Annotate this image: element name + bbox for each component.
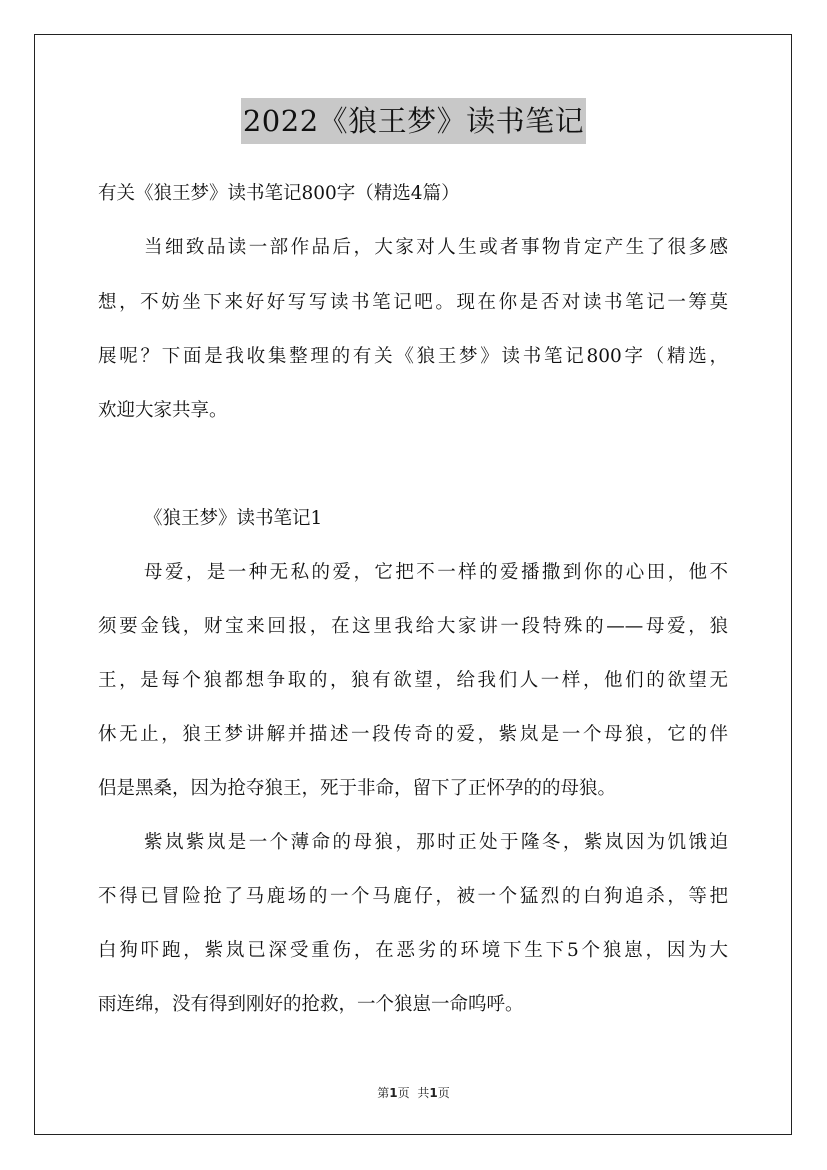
title-container xyxy=(0,98,827,144)
document-title: 2022《狼王梦》读书笔记 xyxy=(241,98,586,144)
paragraph2-line-1: 紫岚紫岚是一个薄命的母狼，那时正处于隆冬，紫岚因为饥饿迫 xyxy=(144,832,728,853)
footer-total-prefix: 共 xyxy=(417,1086,430,1100)
document-subtitle: 有关《狼王梦》读书笔记800字（精选4篇） xyxy=(98,183,460,204)
intro-line-1: 当细致品读一部作品后，大家对人生或者事物肯定产生了很多感 xyxy=(144,237,728,258)
footer-page-number: 1 xyxy=(389,1086,398,1100)
paragraph2-line-4: 雨连绵，没有得到刚好的抢救，一个狼崽一命呜呼。 xyxy=(98,994,524,1015)
intro-line-4: 欢迎大家共享。 xyxy=(98,400,228,421)
paragraph1-line-3: 王，是每个狼都想争取的，狼有欲望，给我们人一样，他们的欲望无 xyxy=(98,670,728,691)
footer-page-prefix: 第 xyxy=(377,1086,390,1100)
paragraph2-line-2: 不得已冒险抢了马鹿场的一个马鹿仔，被一个猛烈的白狗追杀，等把 xyxy=(98,886,728,907)
intro-line-3: 展呢？下面是我收集整理的有关《狼王梦》读书笔记800字（精选， xyxy=(98,346,728,367)
paragraph1-line-1: 母爱，是一种无私的爱，它把不一样的爱播撒到你的心田，他不 xyxy=(144,562,728,583)
paragraph1-line-5: 侣是黑桑，因为抢夺狼王，死于非命，留下了正怀孕的的母狼。 xyxy=(98,778,617,799)
page-footer xyxy=(0,1085,827,1101)
footer-total-suffix: 页 xyxy=(437,1086,450,1100)
paragraph1-line-2: 须要金钱，财宝来回报，在这里我给大家讲一段特殊的——母爱，狼 xyxy=(98,616,728,637)
paragraph2-line-3: 白狗吓跑，紫岚已深受重伤，在恶劣的环境下生下5个狼崽，因为大 xyxy=(98,940,728,961)
paragraph1-line-4: 休无止，狼王梦讲解并描述一段传奇的爱，紫岚是一个母狼，它的伴 xyxy=(98,724,728,745)
footer-page-suffix: 页 xyxy=(397,1086,410,1100)
section-heading: 《狼王梦》读书笔记1 xyxy=(144,508,323,529)
intro-line-2: 想，不妨坐下来好好写写读书笔记吧。现在你是否对读书笔记一筹莫 xyxy=(98,292,728,313)
footer-total-pages: 1 xyxy=(429,1086,438,1100)
